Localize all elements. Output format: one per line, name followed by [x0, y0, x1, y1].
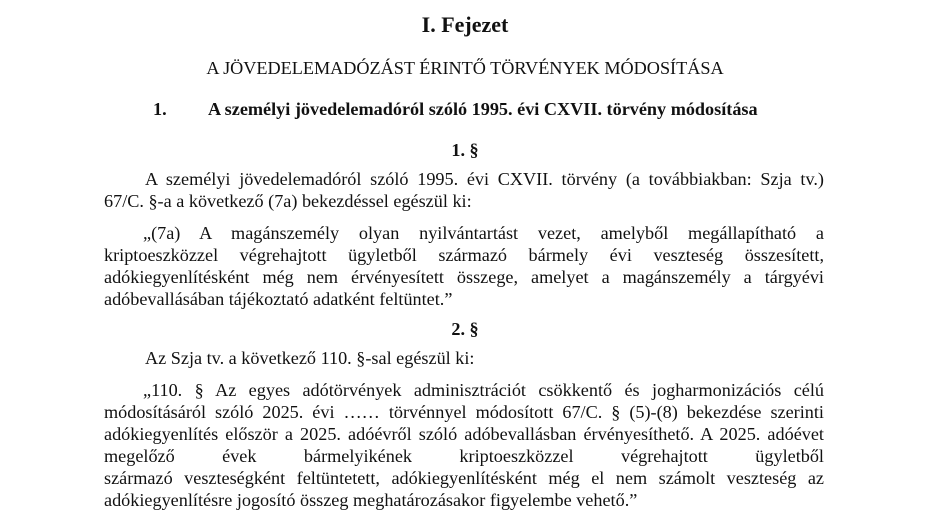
quote-line: „(7a) A magánszemély olyan nyilvántartást vezet, amelyből megállapítható a	[143, 223, 824, 243]
section-heading: 2. §	[451, 319, 479, 339]
quote-line: adókiegyenlítésre jogosító összeg meghatározásakor figyelembe vehető.”	[104, 490, 638, 510]
section-intro-line: 67/C. §-a a következő (7a) bekezdéssel egészül ki:	[104, 191, 472, 211]
quote-line: módosításáról szóló 2025. évi …… törvénnyel módosított 67/C. § (5)-(8) bekezdése szerinti	[104, 402, 824, 422]
section-intro-line: A személyi jövedelemadóról szóló 1995. évi CXVII. törvény (a továbbiakban: Szja tv.)	[145, 169, 824, 189]
quote-line: kriptoeszközzel végrehajtott ügyletből származó bármely évi veszteség összesített,	[104, 245, 824, 265]
section-heading: 1. §	[451, 140, 479, 160]
subsection-title: A személyi jövedelemadóról szóló 1995. évi CXVII. törvény módosítása	[208, 99, 758, 119]
chapter-heading: I. Fejezet	[421, 12, 509, 37]
quote-line: adókiegyenlítésként még nem érvényesített összege, amelyet a magánszemély a tárgyévi	[104, 267, 824, 287]
part-title: A JÖVEDELEMADÓZÁST ÉRINTŐ TÖRVÉNYEK MÓDOSÍTÁSA	[206, 58, 724, 78]
section-intro-line: Az Szja tv. a következő 110. §-sal egészül ki:	[145, 348, 475, 368]
quote-line: adóbevallásában tájékoztató adatként feltüntet.”	[104, 289, 453, 309]
quote-line: megelőző évek bármelyikének kriptoeszközzel végrehajtott ügyletből	[104, 446, 824, 466]
quote-line: „110. § Az egyes adótörvények adminisztrációt csökkentő és jogharmonizációs célú	[143, 380, 824, 400]
quote-line: származó veszteségként feltüntetett, adókiegyenlítésként még el nem számolt veszteség az	[104, 468, 824, 488]
quote-line: adókiegyenlítés először a 2025. adóévről szóló adóbevallásban érvényesíthető. A 2025. adóévet	[104, 424, 824, 444]
subsection-number: 1.	[153, 99, 167, 119]
